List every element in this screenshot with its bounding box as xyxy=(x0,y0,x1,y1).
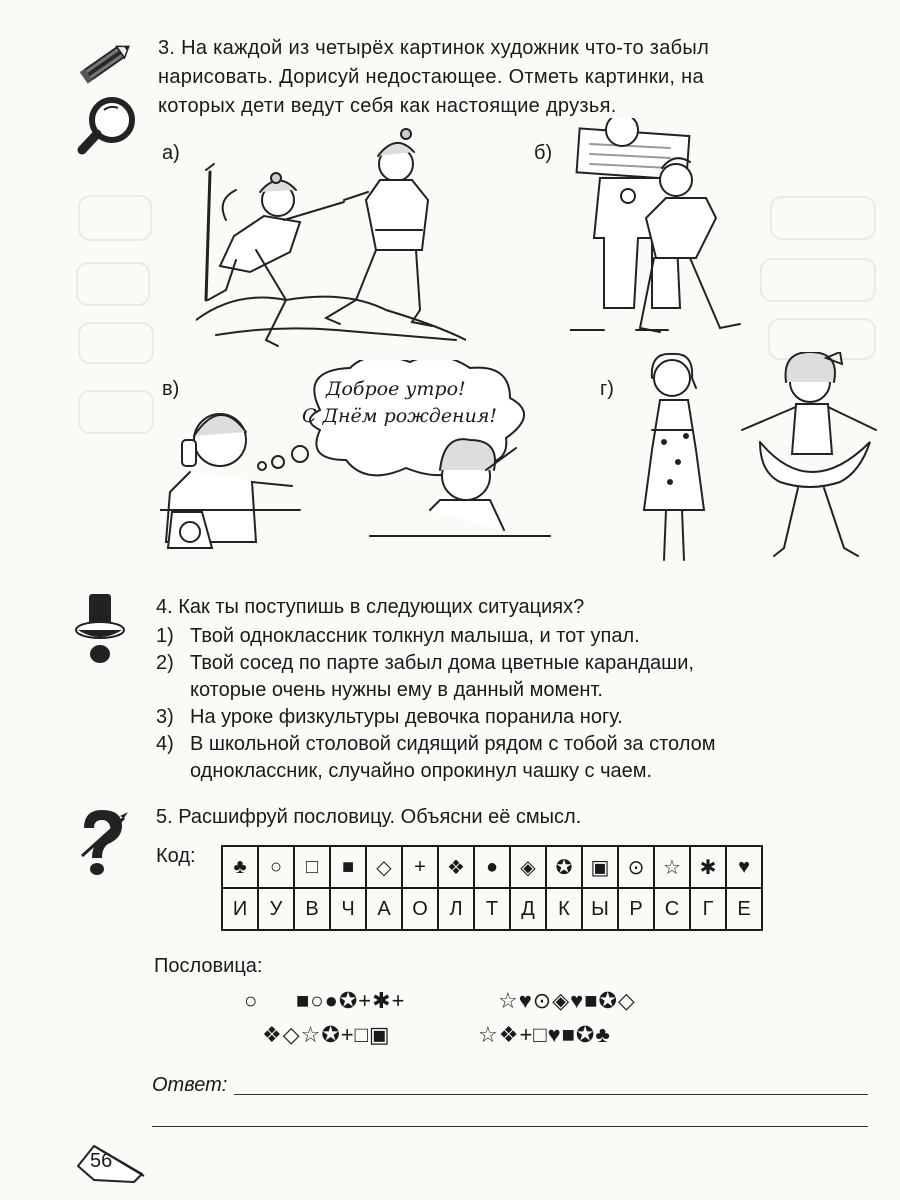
speech-bubble-line1: Доброе утро! xyxy=(326,378,466,400)
cipher-letter: Р xyxy=(618,888,654,930)
question-mark-icon xyxy=(74,806,130,883)
cipher-letter: Е xyxy=(726,888,762,930)
cipher-letter: А xyxy=(366,888,402,930)
cipher-symbol: ❖ xyxy=(438,846,474,888)
situation-text: На уроке физкультуры девочка поранила ногу. xyxy=(190,706,623,728)
task3-text xyxy=(158,34,894,121)
situation-text: В школьной столовой сидящий рядом с тобой за столом xyxy=(190,733,716,755)
picture-label-v: в) xyxy=(162,378,180,400)
page-number: 56 xyxy=(90,1150,113,1172)
cipher-letter: Т xyxy=(474,888,510,930)
situation-number: 2) xyxy=(156,652,174,674)
situation-number: 3) xyxy=(156,706,174,728)
task3-line1: 3. На каждой из четырёх картинок художник что-то забыл xyxy=(158,37,710,59)
cipher-letter: В xyxy=(294,888,330,930)
cipher-letter: Г xyxy=(690,888,726,930)
picture-label-b: б) xyxy=(534,142,553,164)
picture-g-illustration[interactable] xyxy=(630,352,890,577)
situation-4 xyxy=(156,731,896,785)
task5-title: 5. Расшифруй пословицу. Объясни её смысл. xyxy=(156,806,582,828)
encoded-word: ○ xyxy=(244,988,259,1013)
situation-text: Твой сосед по парте забыл дома цветные карандаши, xyxy=(190,652,694,674)
cipher-table xyxy=(221,845,763,931)
situation-number: 1) xyxy=(156,625,174,647)
bleed-through-box xyxy=(770,196,876,240)
cipher-letter: У xyxy=(258,888,294,930)
picture-label-a: а) xyxy=(162,142,180,164)
bleed-through-box xyxy=(78,195,152,241)
answer-line-1[interactable] xyxy=(234,1094,868,1095)
cipher-symbol: ♣ xyxy=(222,846,258,888)
situation-text-cont: одноклассник, случайно опрокинул чашку с чаем. xyxy=(190,760,653,782)
cipher-symbol: ◈ xyxy=(510,846,546,888)
picture-label-g: г) xyxy=(600,378,614,400)
cipher-symbol: □ xyxy=(294,846,330,888)
cipher-symbol: ☆ xyxy=(654,846,690,888)
cipher-letter: С xyxy=(654,888,690,930)
proverb-label: Пословица: xyxy=(154,955,263,977)
task4-title: 4. Как ты поступишь в следующих ситуациях? xyxy=(156,596,585,618)
cipher-symbol: ✱ xyxy=(690,846,726,888)
situation-2 xyxy=(156,650,896,704)
encoded-word: ☆❖+□♥■✪♣ xyxy=(478,1022,611,1047)
picture-a-illustration[interactable] xyxy=(196,120,466,355)
cipher-symbol: ▣ xyxy=(582,846,618,888)
cipher-symbol: ● xyxy=(474,846,510,888)
encoded-word: ☆♥⊙◈♥■✪◇ xyxy=(498,988,636,1013)
cipher-letter: Ы xyxy=(582,888,618,930)
cipher-letter: О xyxy=(402,888,438,930)
answer-label: Ответ: xyxy=(152,1074,228,1096)
situation-number: 4) xyxy=(156,733,174,755)
cipher-symbol-row xyxy=(222,846,762,888)
bleed-through-box xyxy=(78,322,154,364)
task3-line2: нарисовать. Дорисуй недостающее. Отметь картинки, на xyxy=(158,66,704,88)
situation-1 xyxy=(156,623,896,650)
cipher-letter: Д xyxy=(510,888,546,930)
pencil-icon xyxy=(74,36,136,95)
cipher-letter: К xyxy=(546,888,582,930)
situation-text-cont: которые очень нужны ему в данный момент. xyxy=(190,679,603,701)
cipher-letter: Л xyxy=(438,888,474,930)
picture-b-illustration[interactable] xyxy=(570,118,760,355)
exclamation-icon xyxy=(72,590,128,671)
bleed-through-box xyxy=(78,390,154,434)
cipher-symbol: ♥ xyxy=(726,846,762,888)
cipher-symbol: ■ xyxy=(330,846,366,888)
magnifier-icon xyxy=(74,94,140,161)
situation-3 xyxy=(156,704,896,731)
cipher-letter: Ч xyxy=(330,888,366,930)
encoded-word: ■○●✪+✱+ xyxy=(296,988,406,1013)
bleed-through-box xyxy=(760,258,876,302)
speech-bubble-line2: С Днём рождения! xyxy=(302,405,498,427)
cipher-letter-row xyxy=(222,888,762,930)
code-label: Код: xyxy=(156,845,196,867)
cipher-symbol: ✪ xyxy=(546,846,582,888)
situation-text: Твой одноклассник толкнул малыша, и тот упал. xyxy=(190,625,640,647)
answer-line-2[interactable] xyxy=(152,1126,868,1127)
cipher-letter: И xyxy=(222,888,258,930)
task3-line3: которых дети ведут себя как настоящие друзья. xyxy=(158,95,617,117)
cipher-symbol: ⊙ xyxy=(618,846,654,888)
cipher-symbol: ◇ xyxy=(366,846,402,888)
encoded-word: ❖◇☆✪+□▣ xyxy=(262,1022,391,1047)
cipher-symbol: ○ xyxy=(258,846,294,888)
cipher-symbol: + xyxy=(402,846,438,888)
bleed-through-box xyxy=(76,262,150,306)
